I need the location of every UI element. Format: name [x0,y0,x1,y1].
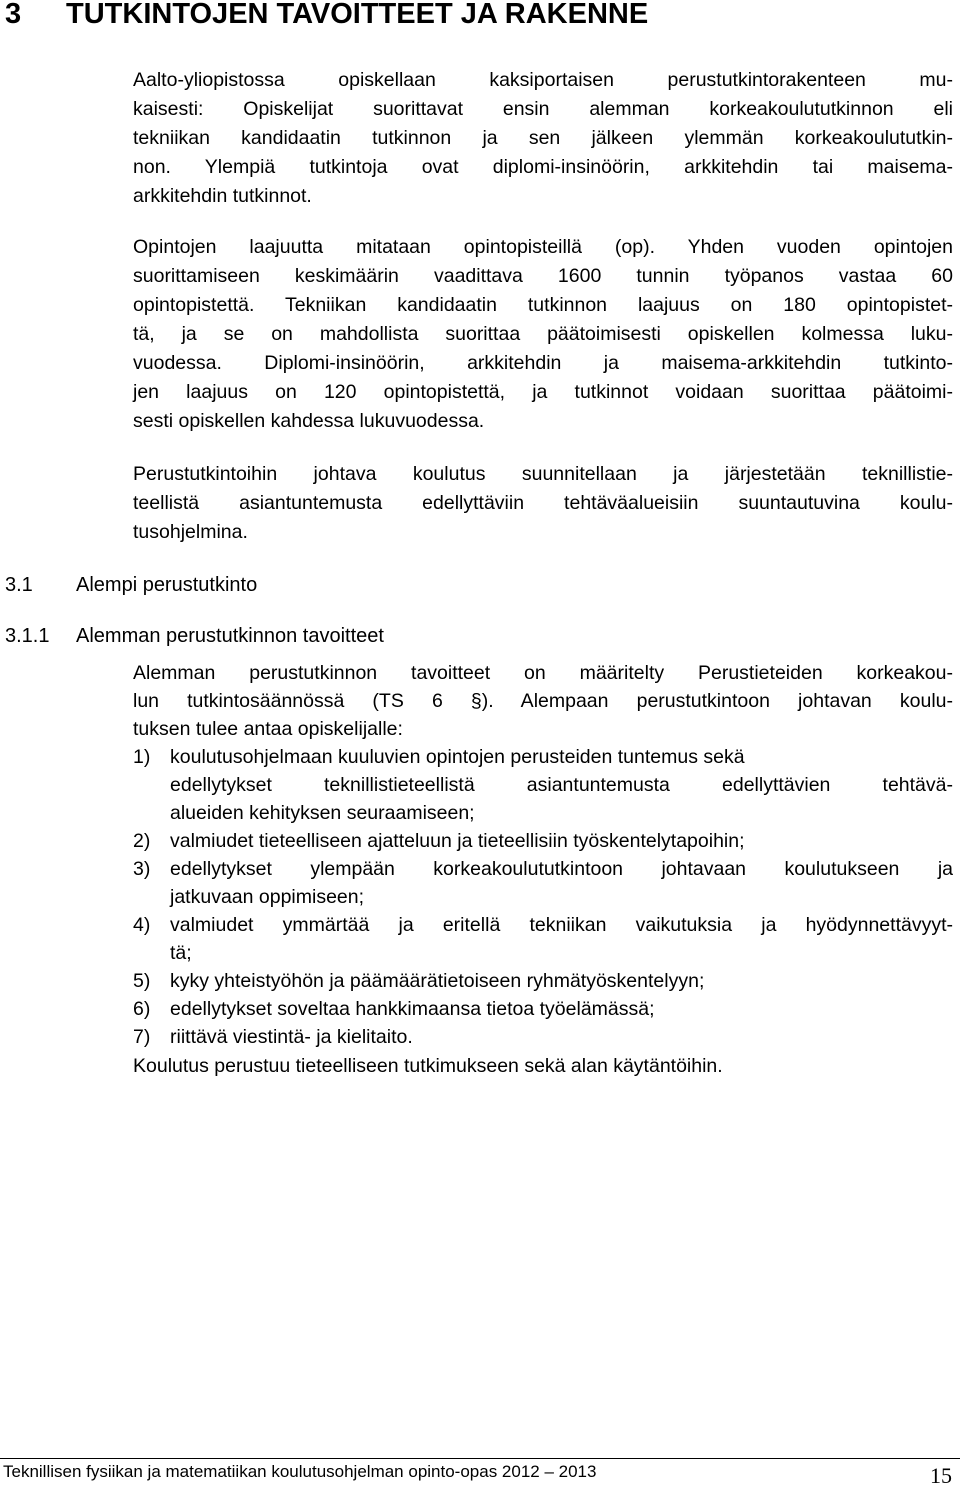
paragraph-line: opintopistettä. Tekniikan kandidaatin tutkinnon laajuus on 180 opintopistet- [133,294,953,316]
section-heading-3-1-1 [5,622,384,650]
list-item [133,743,953,827]
list-marker: 7) [133,1026,151,1048]
list-item-line: koulutusohjelmaan kuuluvien opintojen perusteiden tuntemus sekä [170,746,745,768]
list-item-line: edellytykset soveltaa hankkimaansa tietoa työelämässä; [170,998,655,1020]
paragraph-line: suorittamiseen keskimäärin vaadittava 1600 tunnin työpanos vastaa 60 [133,265,953,287]
section-heading-3-1 [5,571,257,599]
chapter-title: TUTKINTOJEN TAVOITTEET JA RAKENNE [66,0,649,30]
paragraph-credits [133,233,953,436]
list-item-line: riittävä viestintä- ja kielitaito. [170,1026,413,1048]
paragraph-line: non. Ylempiä tutkintoja ovat diplomi-insinöörin, arkkitehdin tai maisema- [133,156,953,178]
list-marker: 3) [133,858,151,880]
paragraph-line: vuodessa. Diplomi-insinöörin, arkkitehdin ja maisema-arkkitehdin tutkinto- [133,352,953,374]
paragraph-line: Aalto-yliopistossa opiskellaan kaksiportaisen perustutkintorakenteen mu- [133,69,953,91]
paragraph-line: Alemman perustutkinnon tavoitteet on määritelty Perustieteiden korkeakou- [133,662,953,684]
list-item-line: valmiudet tieteelliseen ajatteluun ja tieteellisiin työskentelytapoihin; [170,830,745,852]
paragraph-objectives-intro [133,659,953,743]
list-item-line: jatkuvaan oppimiseen; [170,886,365,908]
paragraph-line: Perustutkintoihin johtava koulutus suunnitellaan ja järjestetään teknillistie- [133,463,953,485]
section-title: Alemman perustutkinnon tavoitteet [76,625,384,647]
paragraph-line: tekniikan kandidaatin tutkinnon ja sen jälkeen ylemmän korkeakoulututkin- [133,127,953,149]
list-item-line: alueiden kehityksen seuraamiseen; [170,802,475,824]
list-marker: 5) [133,970,151,992]
list-marker: 1) [133,746,151,768]
paragraph-line: teellistä asiantuntemusta edellyttäviin tehtäväalueisiin suuntautuvina koulu- [133,492,953,514]
list-item-line: edellytykset teknillistieteellistä asiantuntemusta edellyttävien tehtävä- [170,774,953,796]
paragraph-line: tä, ja se on mahdollista suorittaa päätoimisesti opiskellen kolmessa luku- [133,323,953,345]
list-marker: 6) [133,998,151,1020]
paragraph-line: Opintojen laajuutta mitataan opintopisteillä (op). Yhden vuoden opintojen [133,236,953,258]
section-number: 3.1 [5,574,33,596]
paragraph-line: jen laajuus on 120 opintopistettä, ja tutkinnot voidaan suorittaa päätoimi- [133,381,953,403]
section-title: Alempi perustutkinto [76,574,258,596]
paragraph-line: kaisesti: Opiskelijat suorittavat ensin alemman korkeakoulututkinnon eli [133,98,953,120]
paragraph-line: arkkitehdin tutkinnot. [133,185,312,207]
list-item-line: kyky yhteistyöhön ja päämäärätietoiseen ryhmätyöskentelyyn; [170,970,705,992]
list-item-line: tä; [170,942,192,964]
chapter-heading [5,0,648,34]
page-number: 15 [930,1463,952,1488]
paragraph-line: tusohjelmina. [133,521,248,543]
paragraph-line: tuksen tulee antaa opiskelijalle: [133,718,403,740]
paragraph-intro [133,66,953,211]
objectives-list [133,743,953,1051]
list-marker: 4) [133,914,151,936]
footer-divider [0,1458,960,1459]
paragraph-programmes [133,460,953,547]
list-item [133,855,953,911]
footer-title: Teknillisen fysiikan ja matematiikan koulutusohjelman opinto-opas 2012 – 2013 [3,1462,597,1481]
list-item [133,827,953,855]
list-item [133,995,953,1023]
paragraph-closing [133,1052,953,1080]
list-item [133,911,953,967]
paragraph-line: sesti opiskellen kahdessa lukuvuodessa. [133,410,485,432]
list-item [133,967,953,995]
paragraph-line: Koulutus perustuu tieteelliseen tutkimukseen sekä alan käytäntöihin. [133,1055,723,1077]
section-number: 3.1.1 [5,625,50,647]
list-marker: 2) [133,830,151,852]
list-item [133,1023,953,1051]
paragraph-line: lun tutkintosäännössä (TS 6 §). Alempaan perustutkintoon johtavan koulu- [133,690,953,712]
list-item-line: valmiudet ymmärtää ja eritellä tekniikan vaikutuksia ja hyödynnettävyyt- [170,914,953,936]
list-item-line: edellytykset ylempään korkeakoulututkintoon johtavaan koulutukseen ja [170,858,953,880]
chapter-number: 3 [5,0,22,30]
